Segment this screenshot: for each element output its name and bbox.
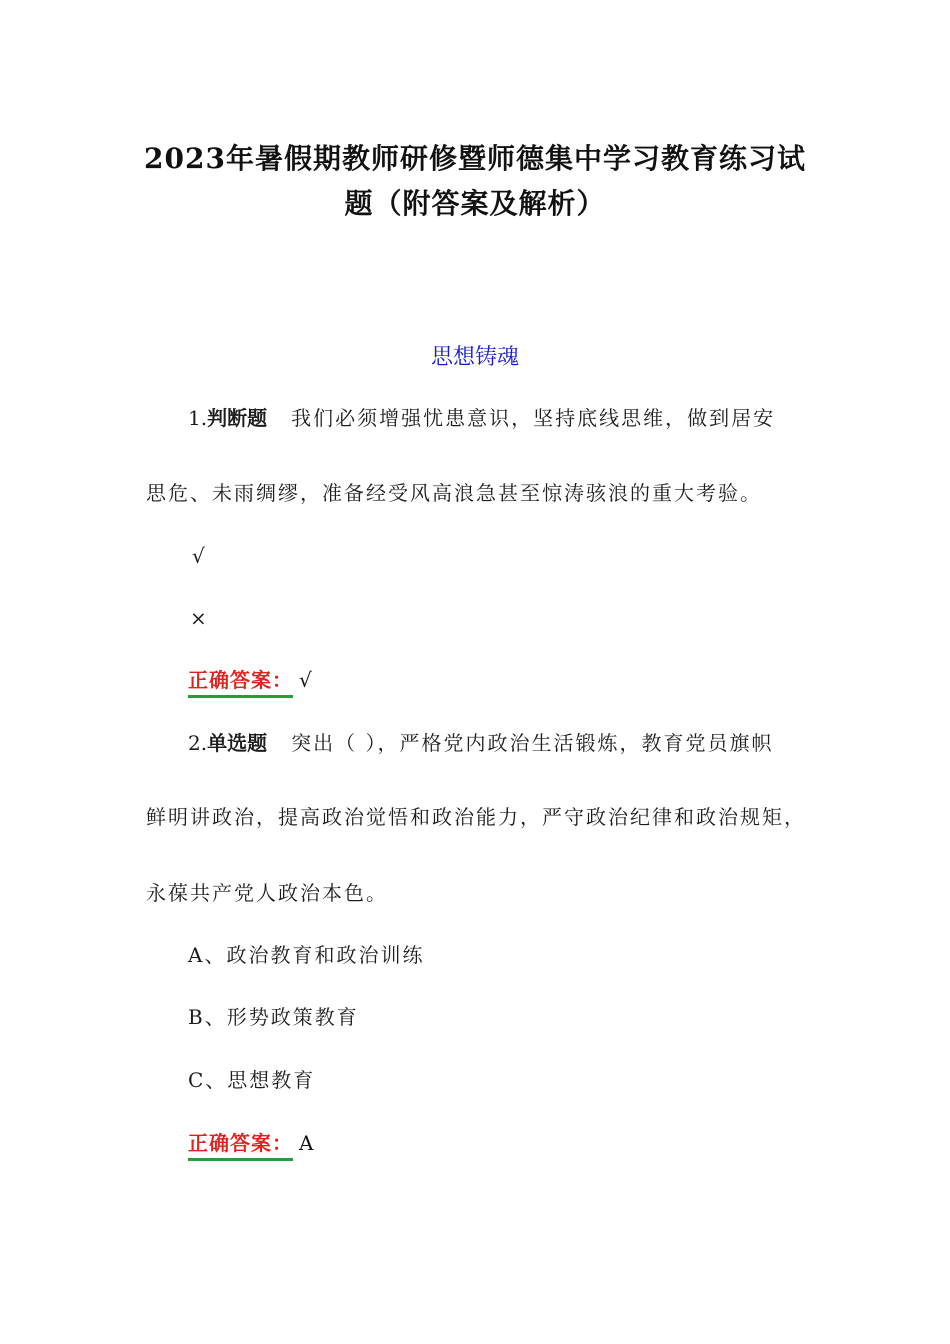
question-1-text-2: 思危、未雨绸缪，准备经受风高浪急甚至惊涛骇浪的重大考验。 bbox=[146, 481, 762, 505]
question-2-text-3: 永葆共产党人政治本色。 bbox=[146, 881, 388, 905]
document-title-line-1: 2023年暑假期教师研修暨师德集中学习教育练习试 bbox=[144, 142, 806, 175]
question-1-number: 1. bbox=[188, 406, 208, 430]
question-2-answer bbox=[188, 1129, 313, 1161]
question-2-answer-label: 正确答案： bbox=[188, 1129, 293, 1161]
question-2-line-3 bbox=[146, 879, 388, 907]
question-2-option-c[interactable]: C、思想教育 bbox=[188, 1068, 316, 1092]
question-1-answer-value: √ bbox=[299, 668, 312, 692]
question-2-option-b[interactable]: B、形势政策教育 bbox=[188, 1005, 359, 1029]
question-2-text-2: 鲜明讲政治，提高政治觉悟和政治能力，严守政治纪律和政治规矩， bbox=[146, 805, 806, 829]
question-1-line-1 bbox=[188, 404, 775, 432]
question-2-number: 2. bbox=[188, 731, 208, 755]
question-2-line-2 bbox=[146, 803, 806, 831]
question-2-answer-value: A bbox=[299, 1131, 314, 1155]
question-2-type: 单选题 bbox=[207, 731, 268, 755]
question-1-option-true[interactable]: √ bbox=[192, 544, 207, 568]
question-1-option-false[interactable]: × bbox=[190, 606, 209, 630]
section-heading: 思想铸魂 bbox=[430, 345, 519, 370]
question-1-type: 判断题 bbox=[207, 406, 268, 430]
question-2-option-a[interactable]: A、政治教育和政治训练 bbox=[188, 943, 425, 967]
question-1-answer bbox=[188, 666, 312, 698]
document-title-line-2: 题（附答案及解析） bbox=[344, 187, 606, 220]
question-1-text-1: 我们必须增强忧患意识，坚持底线思维，做到居安 bbox=[291, 406, 776, 430]
question-1-answer-label: 正确答案： bbox=[188, 666, 293, 698]
question-2-line-1 bbox=[188, 729, 773, 757]
question-2-text-1: 突出（ ），严格党内政治生活锻炼，教育党员旗帜 bbox=[291, 731, 774, 755]
question-1-line-2 bbox=[146, 479, 762, 507]
